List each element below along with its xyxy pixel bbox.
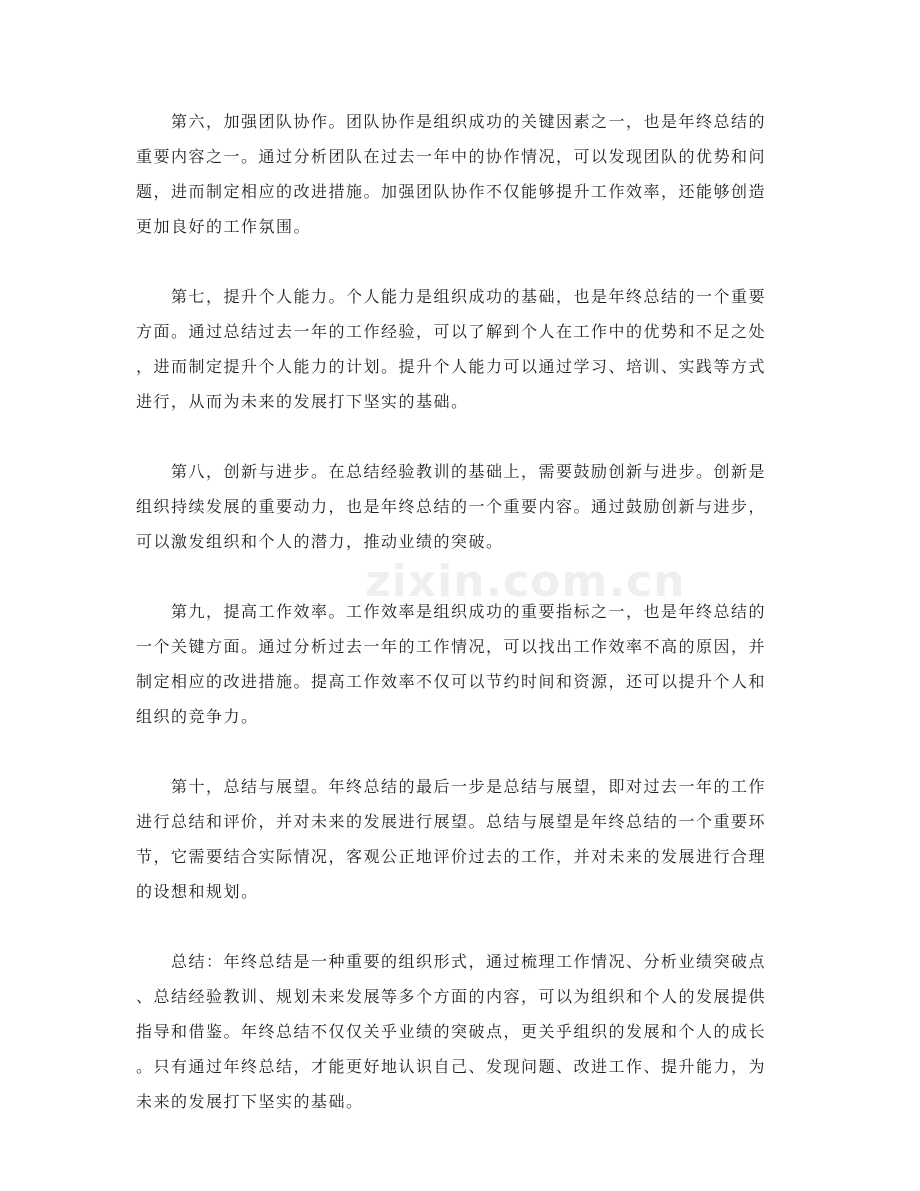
paragraph-ten: 第十，总结与展望。年终总结的最后一步是总结与展望，即对过去一年的工作 进行总结和评价，并对未来的发展进行展望。总结与展望是年终总结的一个重要环 节，它需要结合实际情况，客观公正地评价过去的工作，并对未来的发展进行合理 的设想和规划。 xyxy=(136,777,767,901)
paragraph-eight: 第八，创新与进步。在总结经验教训的基础上，需要鼓励创新与进步。创新是 组织持续发展的重要动力，也是年终总结的一个重要内容。通过鼓励创新与进步， 可以激发组织和个人的潜力，推动业绩的突破。 xyxy=(136,462,767,551)
paragraph-seven: 第七，提升个人能力。个人能力是组织成功的基础，也是年终总结的一个重要 方面。通过总结过去一年的工作经验，可以了解到个人在工作中的优势和不足之处 ，进而制定提升个人能力的计划。提升个人能力可以通过学习、培训、实践等方式 进行，从而为未来的发展打下坚实的基础。 xyxy=(136,287,767,411)
document-body xyxy=(136,104,784,1154)
watermark-text: zixin.com.cn xyxy=(365,556,686,607)
paragraph-summary: 总结：年终总结是一种重要的组织形式，通过梳理工作情况、分析业绩突破点 、总结经验教训、规划未来发展等多个方面的内容，可以为组织和个人的发展提供 指导和借鉴。年终总结不仅仅关乎业绩的突破点，更关乎组织的发展和个人的成长 。只有通过年终总结，才能更好地认识自己、发现问题、改进工作、提升能力，为 未来的发展打下坚实的基础。 xyxy=(136,952,767,1111)
paragraph-six: 第六，加强团队协作。团队协作是组织成功的关键因素之一，也是年终总结的 重要内容之一。通过分析团队在过去一年中的协作情况，可以发现团队的优势和问 题，进而制定相应的改进措施。加强团队协作不仅能够提升工作效率，还能够创造 更加良好的工作氛围。 xyxy=(136,112,767,236)
paragraph-nine: 第九，提高工作效率。工作效率是组织成功的重要指标之一，也是年终总结的 一个关键方面。通过分析过去一年的工作情况，可以找出工作效率不高的原因，并 制定相应的改进措施。提高工作效率不仅可以节约时间和资源，还可以提升个人和 组织的竞争力。 xyxy=(136,602,767,726)
